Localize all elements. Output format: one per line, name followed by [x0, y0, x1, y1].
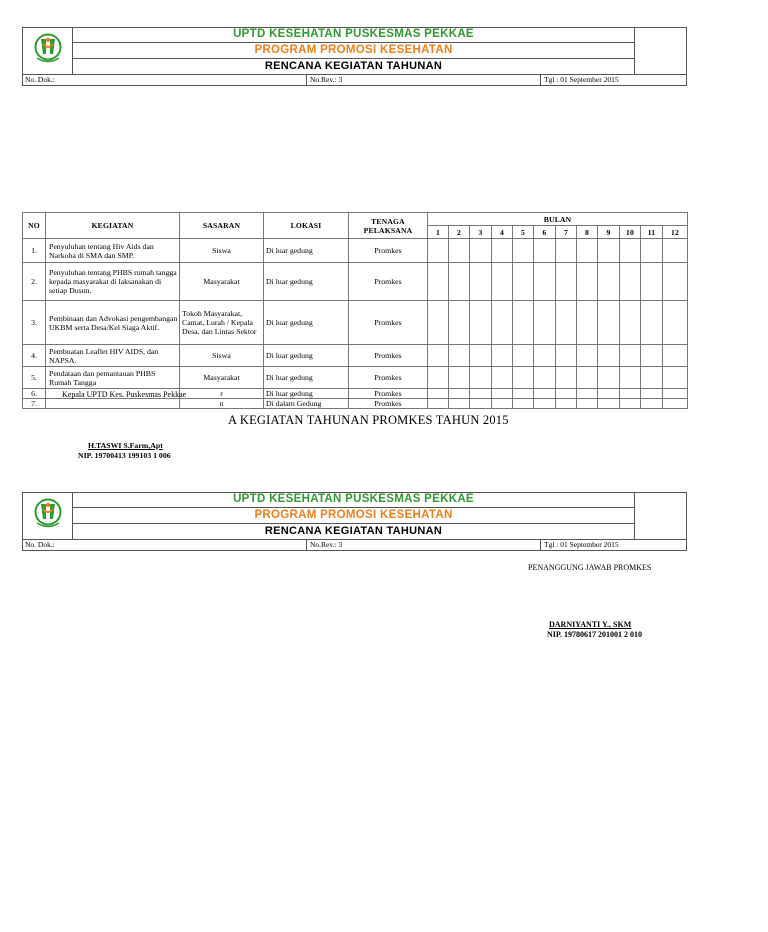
month-cell [534, 399, 556, 409]
month-cell [620, 389, 641, 399]
kegiatan-cell: Penyuluhan tentang PHBS rumah tangga kepada masyarakat di laksanakan di setiap Dusun. [46, 263, 180, 301]
month-cell [641, 399, 663, 409]
month-header: 9 [598, 226, 620, 239]
document-title: RENCANA KEGIATAN TAHUNAN [264, 60, 443, 72]
header-right-cell [634, 492, 687, 539]
month-cell [428, 263, 449, 301]
row-number-cell: 6. [23, 389, 46, 399]
month-cell [428, 301, 449, 345]
document-date: Tgl : 01 September 2015 [540, 74, 687, 86]
month-cell [620, 399, 641, 409]
doc-number: No. Dok.: [25, 75, 55, 84]
month-cell [428, 345, 449, 367]
tenaga-cell: Promkes [349, 345, 428, 367]
row-number-cell: 4. [23, 345, 46, 367]
month-cell [641, 389, 663, 399]
sasaran-cell: Siswa [180, 345, 264, 367]
month-cell [577, 367, 598, 389]
document-header [22, 492, 687, 551]
row-number-cell: 1. [23, 239, 46, 263]
month-cell [449, 345, 470, 367]
month-header: 11 [641, 226, 663, 239]
header-kegiatan: KEGIATAN [46, 213, 180, 239]
month-cell [534, 301, 556, 345]
month-cell [513, 367, 534, 389]
program-name: PROGRAM PROMOSI KESEHATAN [254, 44, 453, 56]
month-header: 5 [513, 226, 534, 239]
month-cell [492, 389, 513, 399]
table-row [23, 263, 688, 301]
month-cell [556, 345, 577, 367]
month-cell [534, 389, 556, 399]
month-cell [663, 345, 688, 367]
kegiatan-cell: Pendataan dan pemantauan PHBS Rumah Tangga [46, 367, 180, 389]
month-cell [513, 345, 534, 367]
header-divider [73, 523, 634, 524]
month-cell [534, 239, 556, 263]
month-cell [620, 239, 641, 263]
institution-name: UPTD KESEHATAN PUSKESMAS PEKKAE [233, 28, 474, 40]
month-cell [641, 367, 663, 389]
month-cell [513, 399, 534, 409]
header-divider [73, 58, 634, 59]
tenaga-cell: Promkes [349, 263, 428, 301]
kegiatan-cell: Penyuluhan tentang Hiv Aids dan Narkoba di SMA dan SMP. [46, 239, 180, 263]
lokasi-cell: Di luar gedung [264, 263, 349, 301]
month-cell [449, 301, 470, 345]
header-right-cell [634, 27, 687, 74]
month-cell [663, 389, 688, 399]
institution-name: UPTD KESEHATAN PUSKESMAS PEKKAE [233, 493, 474, 505]
lokasi-cell: Di luar gedung [264, 367, 349, 389]
month-cell [663, 263, 688, 301]
lokasi-cell: Di luar gedung [264, 345, 349, 367]
lokasi-cell: Di luar gedung [264, 239, 349, 263]
program-name: PROGRAM PROMOSI KESEHATAN [254, 509, 453, 521]
month-cell [470, 263, 492, 301]
head-signature-nip: NIP. 19700413 199103 1 006 [78, 451, 171, 460]
month-cell [577, 263, 598, 301]
month-header: 6 [534, 226, 556, 239]
month-cell [598, 367, 620, 389]
header-sasaran: SASARAN [180, 213, 264, 239]
month-cell [449, 239, 470, 263]
tenaga-cell: Promkes [349, 399, 428, 409]
lokasi-cell: Di luar gedung [264, 389, 349, 399]
table-row [23, 239, 688, 263]
month-cell [534, 345, 556, 367]
month-cell [449, 389, 470, 399]
bakti-husada-logo-icon [32, 32, 64, 66]
month-cell [663, 367, 688, 389]
month-cell [556, 399, 577, 409]
sasaran-cell: Siswa [180, 239, 264, 263]
lokasi-cell: Di dalam Gedung [264, 399, 349, 409]
sasaran-cell: Masyarakat [180, 367, 264, 389]
responsible-title: PENANGGUNG JAWAB PROMKES [528, 563, 652, 572]
month-header: 3 [470, 226, 492, 239]
kegiatan-cell [46, 399, 180, 409]
month-cell [492, 345, 513, 367]
month-cell [577, 301, 598, 345]
month-cell [577, 239, 598, 263]
month-cell [556, 301, 577, 345]
month-cell [598, 263, 620, 301]
tenaga-cell: Promkes [349, 367, 428, 389]
month-header: 4 [492, 226, 513, 239]
month-cell [449, 263, 470, 301]
revision-number: No.Rev.: 3 [306, 539, 540, 551]
month-cell [513, 239, 534, 263]
table-row [23, 367, 688, 389]
header-no: NO [23, 213, 46, 239]
revision-number: No.Rev.: 3 [306, 74, 540, 86]
tenaga-cell: Promkes [349, 301, 428, 345]
tenaga-cell: Promkes [349, 389, 428, 399]
sasaran-cell: Masyarakat [180, 263, 264, 301]
month-cell [492, 263, 513, 301]
row-number-cell: 5. [23, 367, 46, 389]
month-cell [620, 367, 641, 389]
month-cell [513, 263, 534, 301]
month-cell [641, 301, 663, 345]
month-cell [663, 399, 688, 409]
month-header: 12 [663, 226, 688, 239]
kegiatan-cell: Pembuatan Leaflet HIV AIDS, dan NAPSA. [46, 345, 180, 367]
table-header-row [23, 213, 688, 226]
tenaga-cell: Promkes [349, 239, 428, 263]
month-cell [470, 389, 492, 399]
head-signature-name: H.TASWI S.Farm,Apt [88, 441, 163, 450]
month-header: 8 [577, 226, 598, 239]
month-cell [556, 389, 577, 399]
table-row [23, 301, 688, 345]
row-number-cell: 3. [23, 301, 46, 345]
kepala-uptd-label: Kepala UPTD Kes. Puskesmas Pekkae [62, 390, 187, 399]
month-cell [663, 239, 688, 263]
doc-number: No. Dok.: [25, 540, 55, 549]
month-cell [556, 263, 577, 301]
month-cell [534, 263, 556, 301]
row-number-cell: 7. [23, 399, 46, 409]
month-cell [641, 345, 663, 367]
header-divider [73, 507, 634, 508]
month-cell [470, 301, 492, 345]
month-cell [492, 301, 513, 345]
table-row [23, 399, 688, 409]
month-cell [598, 399, 620, 409]
sasaran-cell: r [180, 389, 264, 399]
month-cell [641, 239, 663, 263]
month-cell [577, 399, 598, 409]
table-body [23, 239, 688, 409]
month-cell [428, 239, 449, 263]
kegiatan-cell: Pembinaan dan Advokasi pengembangan UKBM serta Desa/Kel Siaga Aktif. [46, 301, 180, 345]
plan-footer-title: A KEGIATAN TAHUNAN PROMKES TAHUN 2015 [228, 413, 509, 427]
month-header: 7 [556, 226, 577, 239]
header-tenaga-pelaksana: TENAGA PELAKSANA [349, 213, 428, 239]
month-cell [492, 399, 513, 409]
month-cell [663, 301, 688, 345]
month-cell [620, 345, 641, 367]
month-header: 2 [449, 226, 470, 239]
month-cell [513, 301, 534, 345]
month-cell [470, 367, 492, 389]
month-cell [449, 367, 470, 389]
header-bulan: BULAN [428, 213, 688, 226]
month-cell [598, 301, 620, 345]
month-cell [641, 263, 663, 301]
month-cell [598, 239, 620, 263]
month-cell [428, 399, 449, 409]
month-cell [598, 345, 620, 367]
document-header [22, 27, 687, 86]
month-cell [556, 239, 577, 263]
document-date: Tgl : 01 September 2015 [540, 539, 687, 551]
month-cell [577, 389, 598, 399]
month-cell [492, 367, 513, 389]
month-cell [470, 239, 492, 263]
month-cell [620, 301, 641, 345]
month-cell [470, 399, 492, 409]
activity-plan-table [22, 212, 688, 409]
month-cell [428, 389, 449, 399]
month-cell [492, 239, 513, 263]
row-number-cell: 2. [23, 263, 46, 301]
responsible-signature-name: DARNIYANTI Y., SKM [549, 620, 632, 629]
month-header: 10 [620, 226, 641, 239]
document-title: RENCANA KEGIATAN TAHUNAN [264, 525, 443, 537]
header-lokasi: LOKASI [264, 213, 349, 239]
responsible-signature-nip: NIP. 19780617 201001 2 010 [547, 630, 643, 639]
month-cell [598, 389, 620, 399]
month-header: 1 [428, 226, 449, 239]
lokasi-cell: Di luar gedung [264, 301, 349, 345]
table-row [23, 345, 688, 367]
bakti-husada-logo-icon [32, 497, 64, 531]
month-cell [577, 345, 598, 367]
month-cell [470, 345, 492, 367]
month-cell [513, 389, 534, 399]
month-cell [449, 399, 470, 409]
month-cell [620, 263, 641, 301]
month-cell [428, 367, 449, 389]
sasaran-cell: Tokoh Masyarakat, Camat, Lurah / Kepala Desa, dan Lintas Sektor [180, 301, 264, 345]
month-cell [556, 367, 577, 389]
month-cell [534, 367, 556, 389]
header-divider [73, 42, 634, 43]
sasaran-cell: n [180, 399, 264, 409]
